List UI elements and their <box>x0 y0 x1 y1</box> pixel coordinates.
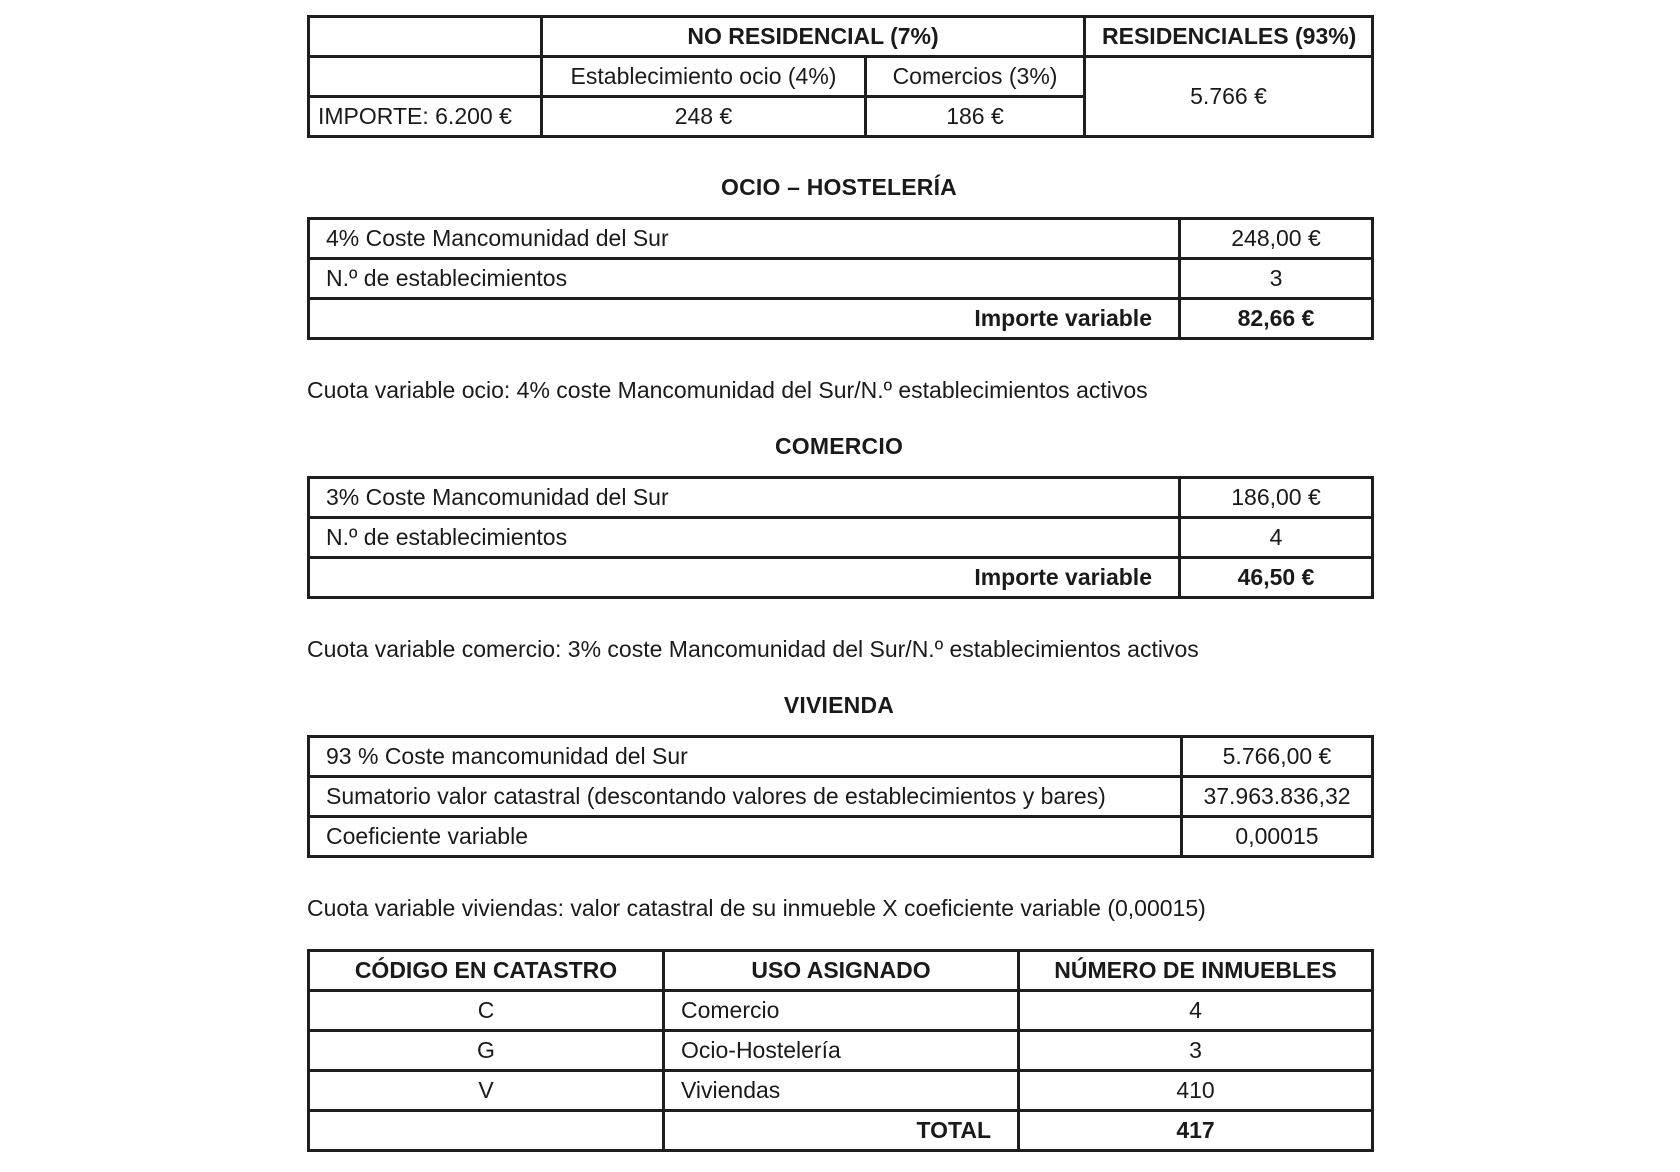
code-cell: C <box>309 991 664 1031</box>
use-cell: Viviendas <box>664 1071 1019 1111</box>
comercio-table <box>307 476 1374 599</box>
vivienda-table-block <box>307 735 1371 858</box>
table-row <box>309 1071 1373 1111</box>
table-row <box>309 478 1373 518</box>
row-value: 3 <box>1180 259 1373 299</box>
row-label: N.º de establecimientos <box>309 259 1180 299</box>
leisure-value: 248 € <box>542 97 866 137</box>
commerce-subheader: Comercios (3%) <box>866 57 1085 97</box>
row-label: 3% Coste Mancomunidad del Sur <box>309 478 1180 518</box>
table-header-row <box>309 951 1373 991</box>
blank-subheader-cell <box>309 57 542 97</box>
variable-amount-label: Importe variable <box>309 299 1180 339</box>
distribution-table-block <box>307 15 1371 138</box>
column-header-count: NÚMERO DE INMUEBLES <box>1019 951 1373 991</box>
empty-cell <box>309 1111 664 1151</box>
vivienda-table <box>307 735 1374 858</box>
total-row <box>309 1111 1373 1151</box>
table-row <box>309 1031 1373 1071</box>
row-label: Sumatorio valor catastral (descontando valores de establecimientos y bares) <box>309 777 1182 817</box>
row-value: 0,00015 <box>1182 817 1373 857</box>
vivienda-section-title: VIVIENDA <box>783 692 895 718</box>
row-label: Coeficiente variable <box>309 817 1182 857</box>
total-label: TOTAL <box>664 1111 1019 1151</box>
row-value: 186,00 € <box>1180 478 1373 518</box>
comercio-table-block <box>307 476 1371 599</box>
catastro-table-block <box>307 949 1371 1152</box>
catastro-table <box>307 949 1374 1152</box>
code-cell: G <box>309 1031 664 1071</box>
variable-amount-value: 82,66 € <box>1180 299 1373 339</box>
residential-header: RESIDENCIALES (93%) <box>1085 17 1373 57</box>
code-cell: V <box>309 1071 664 1111</box>
count-cell: 410 <box>1019 1071 1373 1111</box>
row-label: 93 % Coste mancomunidad del Sur <box>309 737 1182 777</box>
row-label: 4% Coste Mancomunidad del Sur <box>309 219 1180 259</box>
comercio-section-title: COMERCIO <box>774 433 904 459</box>
table-row <box>309 219 1373 259</box>
commerce-value: 186 € <box>866 97 1085 137</box>
column-header-use: USO ASIGNADO <box>664 951 1019 991</box>
table-row <box>309 518 1373 558</box>
table-row <box>309 737 1373 777</box>
table-row <box>309 259 1373 299</box>
table-row <box>309 558 1373 598</box>
total-amount-label: IMPORTE: 6.200 € <box>309 97 542 137</box>
count-cell: 4 <box>1019 991 1373 1031</box>
ocio-section-title: OCIO – HOSTELERÍA <box>721 174 957 200</box>
table-row <box>309 299 1373 339</box>
ocio-note: Cuota variable ocio: 4% coste Mancomunidad del Sur/N.º establecimientos activos <box>307 377 1148 403</box>
variable-amount-label: Importe variable <box>309 558 1180 598</box>
table-row <box>309 777 1373 817</box>
row-label: N.º de establecimientos <box>309 518 1180 558</box>
row-value: 5.766,00 € <box>1182 737 1373 777</box>
residential-value: 5.766 € <box>1085 57 1373 137</box>
ocio-table <box>307 217 1374 340</box>
table-row <box>309 817 1373 857</box>
variable-amount-value: 46,50 € <box>1180 558 1373 598</box>
total-value: 417 <box>1019 1111 1373 1151</box>
blank-header-cell <box>309 17 542 57</box>
row-value: 4 <box>1180 518 1373 558</box>
column-header-code: CÓDIGO EN CATASTRO <box>309 951 664 991</box>
leisure-subheader: Establecimiento ocio (4%) <box>542 57 866 97</box>
distribution-table <box>307 15 1374 138</box>
use-cell: Comercio <box>664 991 1019 1031</box>
ocio-table-block <box>307 217 1371 340</box>
table-row <box>309 991 1373 1031</box>
row-value: 37.963.836,32 <box>1182 777 1373 817</box>
count-cell: 3 <box>1019 1031 1373 1071</box>
comercio-note: Cuota variable comercio: 3% coste Mancomunidad del Sur/N.º establecimientos activos <box>307 636 1199 662</box>
row-value: 248,00 € <box>1180 219 1373 259</box>
vivienda-note: Cuota variable viviendas: valor catastral de su inmueble X coeficiente variable (0,00015) <box>307 895 1206 921</box>
non-residential-header: NO RESIDENCIAL (7%) <box>542 17 1085 57</box>
use-cell: Ocio-Hostelería <box>664 1031 1019 1071</box>
